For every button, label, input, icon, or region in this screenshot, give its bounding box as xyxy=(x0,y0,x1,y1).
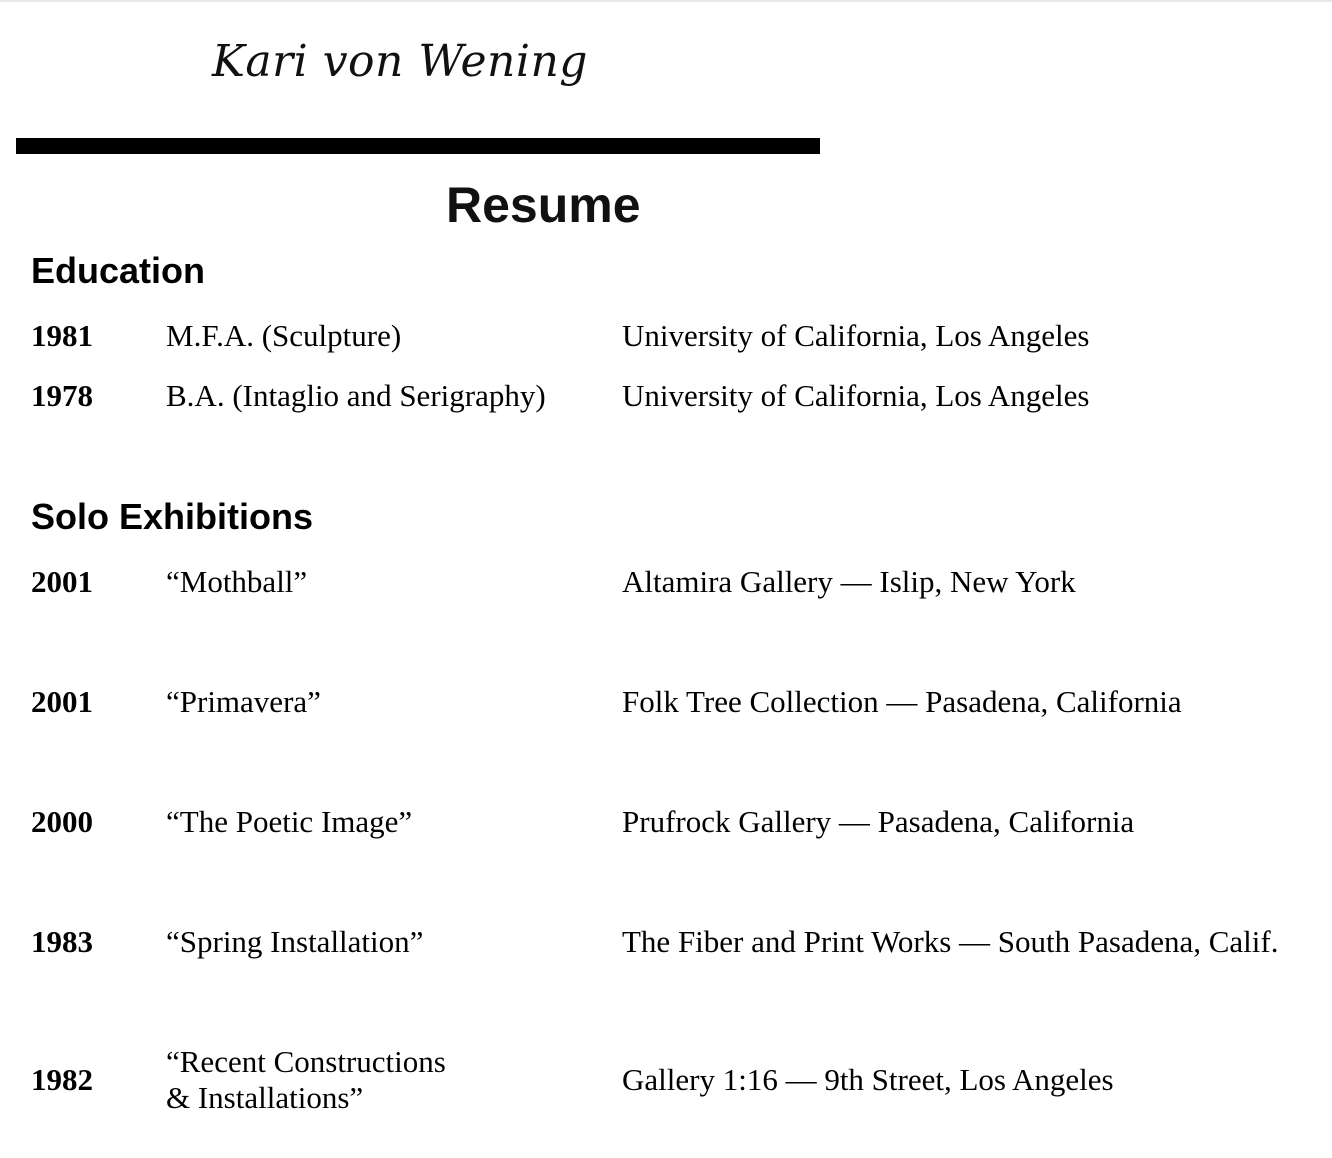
exhibition-title: “The Poetic Image” xyxy=(166,804,413,839)
exhibition-year: 2001 xyxy=(31,564,93,599)
exhibition-title: “Mothball” xyxy=(166,564,308,599)
artist-name-logo: Kari von Wening xyxy=(212,36,588,87)
exhibition-title: “Spring Installation” xyxy=(166,924,424,959)
education-school: University of California, Los Angeles xyxy=(622,318,1090,353)
exhibition-venue: The Fiber and Print Works — South Pasadena, Calif. xyxy=(622,924,1279,959)
exhibition-title: “Primavera” xyxy=(166,684,321,719)
exhibition-venue: Folk Tree Collection — Pasadena, California xyxy=(622,684,1182,719)
education-year: 1978 xyxy=(31,378,93,413)
exhibition-title-line-2: & Installations” xyxy=(166,1080,364,1115)
education-school: University of California, Los Angeles xyxy=(622,378,1090,413)
top-divider xyxy=(0,0,1332,2)
exhibition-year: 2001 xyxy=(31,684,93,719)
exhibition-venue: Gallery 1:16 — 9th Street, Los Angeles xyxy=(622,1062,1114,1097)
exhibition-title-line-1: “Recent Constructions xyxy=(166,1044,446,1079)
solo-exhibitions-heading: Solo Exhibitions xyxy=(31,496,314,537)
exhibition-year: 1983 xyxy=(31,924,93,959)
header-bar xyxy=(16,138,820,154)
education-degree: M.F.A. (Sculpture) xyxy=(166,318,402,353)
education-year: 1981 xyxy=(31,318,93,353)
exhibition-venue: Altamira Gallery — Islip, New York xyxy=(622,564,1076,599)
exhibition-year: 2000 xyxy=(31,804,93,839)
exhibition-venue: Prufrock Gallery — Pasadena, California xyxy=(622,804,1135,839)
education-degree: B.A. (Intaglio and Serigraphy) xyxy=(166,378,546,413)
education-heading: Education xyxy=(31,250,206,291)
exhibition-year: 1982 xyxy=(31,1062,93,1097)
page-title: Resume xyxy=(446,177,641,233)
